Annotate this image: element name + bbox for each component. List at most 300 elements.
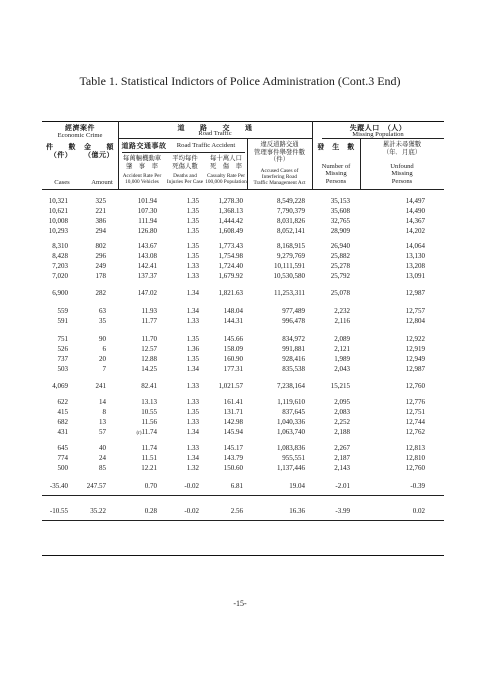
cell-unfound-value: 0.02 (412, 507, 425, 515)
cell-cases (58, 443, 69, 453)
cell-accident-rate-value: 107.30 (137, 207, 157, 215)
cell-casualty-rate (219, 261, 244, 271)
table-row (42, 481, 444, 491)
missing-population-en: Missing Population (352, 131, 404, 138)
cell-accused-cases-value: 1,040,336 (277, 418, 305, 426)
cell-deaths-per-case (187, 354, 199, 364)
cell-accused-cases-value: 991,881 (282, 345, 305, 353)
cell-cases-value: 559 (57, 307, 68, 315)
table-row (42, 316, 444, 326)
cell-deaths-per-case-value: 1.35 (186, 355, 199, 363)
cell-amount (96, 226, 107, 236)
cell-missing (331, 271, 350, 281)
cell-casualty-rate-value: 2.56 (230, 507, 243, 515)
cell-unfound-value: 14,202 (405, 227, 425, 235)
table-row (42, 427, 444, 437)
cell-casualty-rate-value: 1,368.13 (218, 207, 243, 215)
col-number-missing-zh: 發 生 數 (317, 143, 355, 151)
cell-deaths-per-case (187, 381, 199, 391)
col-accused-cases-en: Accused Cases of Interfering Road Traffic Management Act (253, 168, 306, 187)
cell-unfound (406, 334, 425, 344)
cell-accused-cases (277, 216, 305, 226)
cell-accused-cases (282, 407, 305, 417)
cell-accused-cases (277, 381, 305, 391)
cell-missing-value: 2,232 (334, 307, 350, 315)
change-rule-1 (42, 495, 444, 496)
cell-accident-rate-value: 13.13 (141, 398, 157, 406)
cell-accident-rate-value: 143.67 (137, 242, 157, 250)
cell-deaths-per-case-value: 1.35 (186, 242, 199, 250)
cell-accident-rate (142, 334, 158, 344)
cell-unfound (413, 506, 425, 516)
cell-cases-value: 6,900 (52, 289, 68, 297)
cell-amount-value: 14 (99, 398, 106, 406)
cell-accused-cases (282, 344, 305, 354)
cell-casualty-rate-value: 145.66 (223, 335, 243, 343)
header-bottom-rule (42, 189, 444, 190)
cell-cases (49, 206, 68, 216)
cell-accused-cases-value: 928,416 (282, 355, 305, 363)
cell-deaths-per-case (187, 306, 199, 316)
cell-missing-value: 35,153 (330, 197, 350, 205)
cell-unfound-value: 12,987 (405, 289, 425, 297)
table-row (42, 196, 444, 206)
cell-accused-cases (289, 506, 305, 516)
page-title: Table 1. Statistical Indictors of Police Administration (Cont.3 End) (79, 74, 401, 88)
cell-unfound-value: 14,497 (405, 197, 425, 205)
cell-casualty-rate-value: 1,724.40 (218, 262, 243, 270)
cell-cases-value: 10,621 (48, 207, 68, 215)
cell-accused-cases-value: 996,478 (282, 317, 305, 325)
cell-amount-value: 282 (95, 289, 106, 297)
cell-cases-value: 645 (57, 444, 68, 452)
cell-amount (96, 196, 107, 206)
cell-missing-value: 25,078 (330, 289, 350, 297)
cell-cases-value: -10.55 (49, 507, 68, 515)
cell-missing-value: 2,121 (334, 345, 350, 353)
cell-deaths-per-case (187, 364, 199, 374)
table-row (42, 261, 444, 271)
cell-unfound (406, 241, 425, 251)
cell-accident-rate-value: 82.41 (141, 382, 157, 390)
col-unfound-missing-zh: 累計未尋獲數 （年．月底） (382, 140, 422, 156)
cell-casualty-rate (224, 397, 243, 407)
cell-amount (99, 306, 106, 316)
cell-amount-value: 247.57 (86, 482, 106, 490)
cell-missing (335, 481, 350, 491)
cell-amount-value: 294 (95, 227, 106, 235)
cell-unfound (406, 463, 425, 473)
cell-accused-cases-value: 1,083,836 (277, 444, 305, 452)
cell-accused-cases-value: 977,489 (282, 307, 305, 315)
cell-cases (52, 261, 68, 271)
cell-accident-rate-value: 143.08 (137, 252, 157, 260)
cell-deaths-per-case-value: 1.33 (186, 382, 199, 390)
cell-deaths-per-case (187, 427, 199, 437)
cell-deaths-per-case-value: 1.33 (186, 444, 199, 452)
cell-cases-value: 10,321 (48, 197, 68, 205)
cell-casualty-rate-value: 1,278.30 (218, 197, 243, 205)
cell-cases-value: 7,203 (52, 262, 68, 270)
col-cases-zh: 件 數 （件） (46, 143, 76, 159)
cell-deaths-per-case-value: 1.35 (186, 227, 199, 235)
cell-accident-rate (138, 251, 157, 261)
cell-unfound (406, 417, 425, 427)
cell-unfound-value: -0.39 (410, 482, 425, 490)
cell-amount-value: 24 (99, 454, 106, 462)
cell-casualty-rate-value: 158.09 (223, 345, 243, 353)
table-row (42, 206, 444, 216)
cell-casualty-rate-value: 1,679.92 (218, 272, 243, 280)
cell-cases (58, 407, 69, 417)
col-casualty-rate-en: Casualty Rate Per 100,000 Population (205, 173, 247, 186)
cell-deaths-per-case-value: 1.34 (186, 307, 199, 315)
cell-casualty-rate (219, 206, 244, 216)
cell-accident-rate (141, 344, 157, 354)
cell-amount-value: 802 (95, 242, 106, 250)
cell-casualty-rate-value: 177.31 (223, 365, 243, 373)
cell-amount (99, 443, 106, 453)
cell-unfound (406, 226, 425, 236)
cell-cases-value: 622 (57, 398, 68, 406)
cell-casualty-rate (224, 364, 243, 374)
cell-cases-value: 774 (57, 454, 68, 462)
cell-unfound-value: 14,064 (405, 242, 425, 250)
cell-accused-cases (274, 271, 306, 281)
cell-cases-value: 431 (57, 428, 68, 436)
table-top-rule (42, 121, 444, 122)
cell-cases (52, 251, 68, 261)
cell-casualty-rate-value: 160.90 (223, 355, 243, 363)
cell-deaths-per-case (187, 241, 199, 251)
cell-amount (99, 463, 106, 473)
cell-accused-cases (277, 417, 305, 427)
cell-casualty-rate (224, 306, 243, 316)
cell-accused-cases-value: 9,279,769 (277, 252, 305, 260)
cell-missing (334, 306, 350, 316)
cell-casualty-rate (224, 334, 243, 344)
cell-cases-value: 415 (57, 408, 68, 416)
cell-deaths-per-case (187, 226, 199, 236)
cell-cases (58, 316, 69, 326)
col-amount-en: Amount (91, 179, 113, 186)
cell-cases-value: 751 (57, 335, 68, 343)
cell-cases (49, 196, 68, 206)
cell-amount-value: 249 (95, 262, 106, 270)
cell-missing (335, 506, 350, 516)
cell-missing-value: 2,083 (334, 408, 350, 416)
cell-accused-cases-value: 10,111,591 (274, 262, 305, 270)
cell-amount-value: 57 (99, 428, 106, 436)
cell-casualty-rate (219, 216, 244, 226)
cell-accused-cases (277, 463, 305, 473)
table-bottom-rule (42, 555, 444, 556)
cell-amount (96, 271, 107, 281)
cell-deaths-per-case (187, 443, 199, 453)
table-row (42, 241, 444, 251)
cell-deaths-per-case (187, 407, 199, 417)
cell-amount (99, 453, 106, 463)
cell-cases-value: 500 (57, 464, 68, 472)
cell-unfound (406, 427, 425, 437)
cell-casualty-rate-value: 150.60 (223, 464, 243, 472)
cell-accident-rate-value: 12.57 (141, 345, 157, 353)
cell-missing (331, 251, 350, 261)
cell-accused-cases (289, 481, 305, 491)
cell-casualty-rate-value: 6.81 (230, 482, 243, 490)
cell-deaths-per-case-value: 1.34 (186, 428, 199, 436)
cell-missing-value: 2,252 (334, 418, 350, 426)
cell-deaths-per-case (187, 206, 199, 216)
col-unfound-missing-en: Unfound Missing Persons (390, 163, 414, 185)
cell-accused-cases-value: 837,645 (282, 408, 305, 416)
cell-amount (90, 506, 106, 516)
cell-missing (331, 381, 350, 391)
cell-cases (58, 453, 69, 463)
cell-missing (334, 354, 350, 364)
cell-amount-value: 241 (95, 382, 106, 390)
cell-casualty-rate-value: 1,608.49 (218, 227, 243, 235)
cell-unfound (406, 397, 425, 407)
cell-missing (331, 241, 350, 251)
cell-cases-value: 503 (57, 365, 68, 373)
cell-cases-value: 526 (57, 345, 68, 353)
cell-casualty-rate-value: 148.04 (223, 307, 243, 315)
cell-amount (99, 427, 106, 437)
cell-amount (96, 216, 107, 226)
cell-deaths-per-case-value: 1.33 (186, 272, 199, 280)
cell-missing (334, 427, 350, 437)
missing-population-zh: 失蹤人口 （人） (349, 124, 407, 132)
cell-deaths-per-case-value: 1.35 (186, 335, 199, 343)
cell-missing (334, 463, 350, 473)
cell-unfound-value: 12,949 (405, 355, 425, 363)
cell-deaths-per-case (187, 417, 199, 427)
table-row (42, 443, 444, 453)
cell-deaths-per-case-value: 1.35 (186, 207, 199, 215)
cell-missing (331, 206, 350, 216)
cell-casualty-rate-value: 142.98 (223, 418, 243, 426)
cell-accident-rate (142, 306, 158, 316)
cell-amount-value: 386 (95, 217, 106, 225)
cell-accident-rate (141, 381, 157, 391)
cell-casualty-rate (224, 453, 243, 463)
cell-casualty-rate (219, 226, 244, 236)
cell-casualty-rate-value: 1,444.42 (218, 217, 243, 225)
cell-accused-cases (277, 226, 305, 236)
cell-amount-value: 7 (102, 365, 106, 373)
cell-cases (58, 344, 69, 354)
cell-accused-cases-value: 11,253,311 (274, 289, 305, 297)
cell-amount (87, 481, 106, 491)
cell-casualty-rate-value: 1,021.57 (218, 382, 243, 390)
cell-unfound-value: 13,091 (405, 272, 425, 280)
cell-cases-value: 737 (57, 355, 68, 363)
col-amount-zh: 金 額 （億元） (84, 143, 114, 159)
cell-missing (331, 196, 350, 206)
cell-accident-rate-value: 11.93 (141, 307, 157, 315)
cell-accident-rate-value: 142.41 (137, 262, 157, 270)
cell-missing (334, 453, 350, 463)
cell-unfound-value: 12,762 (405, 428, 425, 436)
cell-amount (99, 354, 106, 364)
cell-accused-cases-value: 834,972 (282, 335, 305, 343)
cell-unfound (406, 251, 425, 261)
cell-unfound-value: 12,987 (405, 365, 425, 373)
cell-accused-cases (282, 354, 305, 364)
cell-accused-cases (277, 196, 305, 206)
cell-cases-value: 10,293 (48, 227, 68, 235)
cell-accused-cases (277, 427, 305, 437)
accident-subrule (122, 152, 245, 153)
cell-unfound-value: 13,130 (405, 252, 425, 260)
cell-amount-value: 8 (102, 408, 106, 416)
cell-accused-cases (282, 306, 305, 316)
cell-missing (334, 417, 350, 427)
table-row (42, 506, 444, 516)
cell-unfound-value: 12,919 (405, 345, 425, 353)
cell-deaths-per-case-value: 1.33 (186, 418, 199, 426)
cell-accused-cases-value: 8,052,141 (277, 227, 305, 235)
cell-amount-value: 35.22 (90, 507, 106, 515)
cell-accident-rate (145, 506, 157, 516)
cell-accused-cases (277, 443, 305, 453)
cell-accident-rate (138, 206, 157, 216)
table-row (42, 453, 444, 463)
cell-casualty-rate (224, 354, 243, 364)
cell-cases (50, 481, 68, 491)
table-row (42, 344, 444, 354)
cell-accused-cases (274, 261, 305, 271)
cell-casualty-rate-value: 144.31 (223, 317, 243, 325)
cell-deaths-per-case (187, 334, 199, 344)
table-row (42, 251, 444, 261)
cell-missing-value: 2,187 (334, 454, 350, 462)
cell-cases (58, 463, 69, 473)
cell-unfound (410, 481, 425, 491)
cell-unfound-value: 13,208 (405, 262, 425, 270)
cell-missing-value: 25,792 (330, 272, 350, 280)
cell-missing (331, 226, 350, 236)
cell-deaths-per-case-value: 1.32 (186, 464, 199, 472)
cell-accused-cases (282, 334, 305, 344)
cell-accident-rate-value: 147.02 (137, 289, 157, 297)
cell-amount-value: 85 (99, 464, 106, 472)
cell-casualty-rate (224, 417, 243, 427)
cell-accused-cases-value: 16.36 (289, 507, 305, 515)
cell-accident-rate (138, 261, 157, 271)
cell-unfound (406, 271, 425, 281)
cell-accident-rate-value: 12.88 (141, 355, 157, 363)
cell-amount (96, 241, 107, 251)
cell-accused-cases-value: 1,119,610 (277, 398, 305, 406)
cell-casualty-rate (231, 506, 243, 516)
cell-unfound-value: 12,776 (405, 398, 425, 406)
cell-accused-cases-value: 1,137,446 (277, 464, 305, 472)
cell-amount-value: 13 (99, 418, 106, 426)
cell-accused-cases-value: 1,063,740 (277, 428, 305, 436)
cell-accused-cases (277, 206, 305, 216)
cell-unfound (406, 216, 425, 226)
cell-accused-cases-value: 8,549,228 (277, 197, 305, 205)
cell-deaths-per-case (187, 196, 199, 206)
cell-unfound-value: 12,757 (405, 307, 425, 315)
cell-missing-value: 2,089 (334, 335, 350, 343)
col-number-missing-en: Number of Missing Persons (321, 163, 351, 185)
cell-missing-value: 35,608 (330, 207, 350, 215)
cell-cases-value: 8,310 (52, 242, 68, 250)
cell-deaths-per-case (187, 288, 199, 298)
cell-accident-rate (138, 288, 157, 298)
cell-unfound-value: 12,751 (405, 408, 425, 416)
cell-amount-value: 20 (99, 355, 106, 363)
cell-accident-rate (138, 216, 157, 226)
cell-accused-cases (277, 397, 305, 407)
cell-accident-rate (138, 271, 157, 281)
cell-deaths-per-case (187, 453, 199, 463)
cell-accused-cases (282, 316, 305, 326)
cell-accident-rate-value: 11.70 (141, 335, 157, 343)
cell-amount-value: 178 (95, 272, 106, 280)
cell-missing-value: 28,909 (330, 227, 350, 235)
cell-casualty-rate (231, 481, 243, 491)
cell-deaths-per-case (187, 261, 199, 271)
cell-casualty-rate (224, 316, 243, 326)
table-row (42, 216, 444, 226)
cell-cases (49, 216, 68, 226)
cell-accident-rate (142, 443, 158, 453)
cell-amount (103, 407, 107, 417)
cell-casualty-rate (224, 443, 243, 453)
economic-crime-en: Economic Crime (57, 132, 103, 139)
cell-missing-value: 1,989 (334, 355, 350, 363)
table-row (42, 226, 444, 236)
cell-deaths-per-case-value: 1.35 (186, 217, 199, 225)
cell-missing (331, 261, 350, 271)
cell-unfound-value: 12,804 (405, 317, 425, 325)
cell-amount (99, 316, 106, 326)
cell-cases (58, 364, 69, 374)
cell-missing-value: 25,278 (330, 262, 350, 270)
cell-accident-rate-value: 0.70 (144, 482, 157, 490)
cell-cases (58, 354, 69, 364)
cell-missing (334, 443, 350, 453)
cell-unfound-value: 12,744 (405, 418, 425, 426)
cell-amount (96, 206, 107, 216)
cell-casualty-rate-value: 1,821.63 (218, 289, 243, 297)
cell-accident-rate (145, 481, 157, 491)
col-deaths-injuries-zh: 平均每件 死傷人數 (172, 154, 198, 170)
cell-accused-cases (274, 288, 305, 298)
cell-missing (335, 316, 351, 326)
page-number: -15- (233, 599, 247, 608)
cell-cases (49, 226, 68, 236)
cell-deaths-per-case-value: 1.34 (186, 454, 199, 462)
cell-casualty-rate-value: 143.79 (223, 454, 243, 462)
cell-accident-rate (141, 407, 157, 417)
cell-casualty-rate (224, 344, 243, 354)
road-traffic-zh: 道 路 交 通 (177, 124, 253, 132)
cell-accident-rate-value: 11.74 (141, 428, 157, 436)
cell-accident-rate (141, 364, 157, 374)
cell-missing-value: 26,940 (330, 242, 350, 250)
revised-marker: (r) (136, 431, 142, 436)
cell-casualty-rate (224, 463, 243, 473)
cell-amount (103, 364, 107, 374)
cell-cases-value: 591 (57, 317, 68, 325)
col-accused-cases-zh: 違反道路交通 管理事件舉發件數 （件） (253, 140, 306, 163)
cell-missing-value: 2,116 (334, 317, 350, 325)
